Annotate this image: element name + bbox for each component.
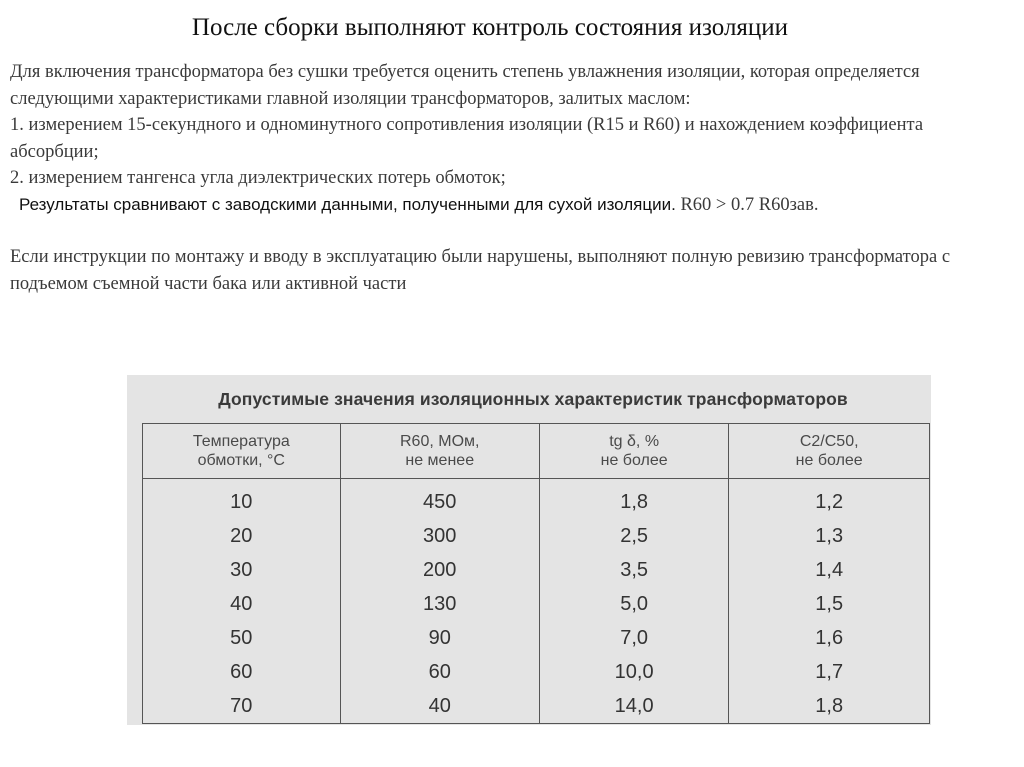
header-temperature-line2: обмотки, °С [197,452,285,469]
cell-temperature: 30 [143,553,341,587]
cell-tan-delta: 14,0 [539,689,729,724]
cell-temperature: 50 [143,621,341,655]
cell-tan-delta: 10,0 [539,655,729,689]
cell-c2-c50: 1,5 [729,587,930,621]
cell-r60: 40 [340,689,539,724]
slide-body [10,59,1015,297]
cell-temperature: 60 [143,655,341,689]
table-row [143,587,930,621]
cell-c2-c50: 1,7 [729,655,930,689]
cell-r60: 130 [340,587,539,621]
cell-r60: 200 [340,553,539,587]
header-tan-delta-line2: не более [600,452,668,469]
slide-title: После сборки выполняют контроль состояния изоляции [191,14,789,41]
header-r60 [340,424,539,479]
table-row [143,479,930,520]
cell-c2-c50: 1,3 [729,519,930,553]
list-item-tan-delta: 2. измерением тангенса угла диэлектрических потерь обмоток; [10,168,506,188]
results-line [10,192,1015,219]
table-row [143,519,930,553]
table-row [143,621,930,655]
intro-paragraph: Для включения трансформатора без сушки требуется оценить степень увлажнения изоляции, которая определяется следующими характеристиками главной изоляции трансформаторов, залитых маслом: [10,62,920,109]
results-text: Результаты сравнивают с заводскими данными, полученными для сухой изоляции. [19,194,676,214]
cell-temperature: 10 [143,479,341,520]
cell-tan-delta: 1,8 [539,479,729,520]
header-c2-c50-line1: C2/C50, [799,433,859,450]
scanned-table-image [127,375,931,725]
cell-r60: 450 [340,479,539,520]
insulation-table [142,423,930,724]
table-row [143,655,930,689]
cell-r60: 90 [340,621,539,655]
cell-temperature: 20 [143,519,341,553]
table-row [143,553,930,587]
cell-c2-c50: 1,2 [729,479,930,520]
list-item-r15-r60: 1. измерением 15-секундного и одноминутного сопротивления изоляции (R15 и R60) и нахождением коэффициента абсорбции; [10,115,924,162]
cell-c2-c50: 1,8 [729,689,930,724]
header-r60-line1: R60, МОм, [400,433,480,450]
revision-paragraph: Если инструкции по монтажу и вводу в эксплуатацию были нарушены, выполняют полную ревизию трансформатора с подъемом съемной части бака или активной части [10,247,951,294]
cell-tan-delta: 2,5 [539,519,729,553]
cell-r60: 300 [340,519,539,553]
header-r60-line2: не менее [405,452,475,469]
header-c2-c50 [729,424,930,479]
header-tan-delta-line1: tg δ, % [609,433,660,450]
table-row [143,689,930,724]
header-c2-c50-line2: не более [795,452,863,469]
header-temperature-line1: Температура [192,433,290,450]
cell-temperature: 40 [143,587,341,621]
header-tan-delta [539,424,729,479]
cell-temperature: 70 [143,689,341,724]
cell-tan-delta: 5,0 [539,587,729,621]
table-title: Допустимые значения изоляционных характеристик трансформаторов [218,389,848,409]
cell-tan-delta: 7,0 [539,621,729,655]
cell-c2-c50: 1,4 [729,553,930,587]
table-header-row [143,424,930,479]
cell-tan-delta: 3,5 [539,553,729,587]
cell-c2-c50: 1,6 [729,621,930,655]
results-formula: R60 > 0.7 R60зав. [675,194,819,215]
header-temperature [143,424,341,479]
cell-r60: 60 [340,655,539,689]
